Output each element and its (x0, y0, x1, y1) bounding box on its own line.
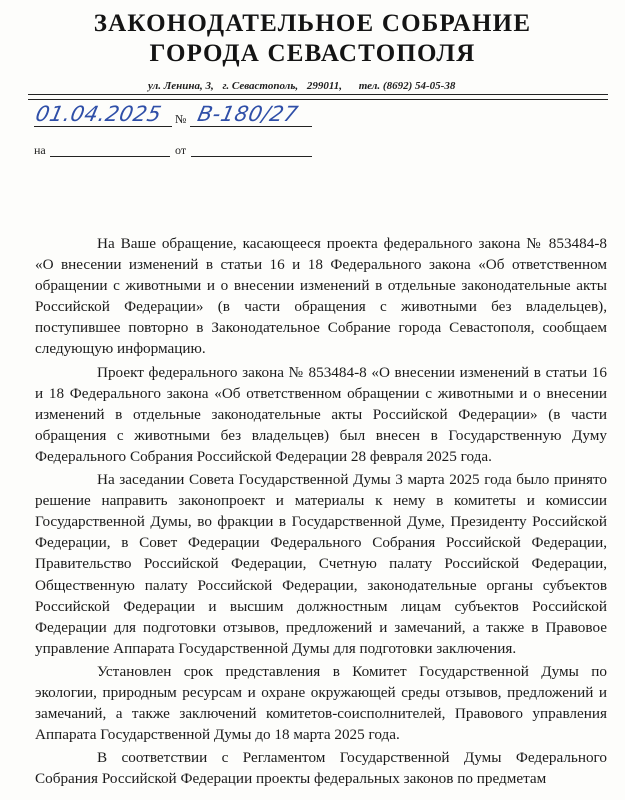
organization-title-line-2: ГОРОДА СЕВАСТОПОЛЯ (149, 40, 476, 67)
date-underline (34, 126, 172, 127)
address-city: г. Севастополь, (222, 80, 299, 92)
number-underline (190, 126, 312, 127)
paragraph: На Ваше обращение, касающееся проекта федерального закона № 853484-8 «О внесении изменений в статьи 16 и 18 Федерального закона «Об ответственном обращении с животными и о внесении изменений в отдельные законодательные акты Российской Федерации» (в части обращения с животными без владельцев), поступившее повторно в Законодательное Собрание города Севастополя, сообщаем следующую информацию. (35, 235, 607, 358)
paragraph: Проект федерального закона № 853484-8 «О внесении изменений в статьи 16 и 18 Федерального закона «Об ответственном обращении с животными и о внесении изменений в отдельные законодательные акты Российской Федерации» (в части обращения с животными без владельцев) был внесен в Государственную Думу Федерального Собрания Российской Федерации 28 февраля 2025 года. (35, 363, 607, 465)
handwritten-date: 01.04.2025 (33, 102, 164, 126)
reference-date-line (191, 156, 312, 157)
paragraph: В соответствии с Регламентом Государственной Думы Федерального Собрания Российской Федерации проекты федеральных законов по предметам (35, 749, 607, 788)
paragraph: На заседании Совета Государственной Думы 3 марта 2025 года было принято решение направить законопроект и материалы к нему в комитеты и комиссии Государственной Думы, во фракции в Государственной Думе, Президенту Российской Федерации, в Совет Федерации Федерального Собрания Российской Федерации, Правительство Российской Федерации, Счетную палату Российской Федерации, Общественную палату Российской Федерации, законодательные органы субъектов Российской Федерации и высшим должностным лицам субъектов Российской Федерации для подготовки отзывов, предложений и замечаний, а также в Правовое управление Аппарата Государственной Думы для подготовки заключения. (35, 471, 607, 657)
address-street: ул. Ленина, 3, (148, 80, 214, 92)
organization-title-line-1: ЗАКОНОДАТЕЛЬНОЕ СОБРАНИЕ (93, 10, 532, 37)
paragraph: Установлен срок представления в Комитет Государственной Думы по экологии, природным ресурсам и охране окружающей среды отзывов, предложений и замечаний, а также заключений комитетов-соисполнителей, Правового управления Аппарата Государственной Думы до 18 марта 2025 года. (35, 662, 607, 744)
reference-label: на (34, 143, 46, 157)
reference-number-line (50, 156, 170, 157)
address-line (148, 80, 610, 92)
address-phone: тел. (8692) 54-05-38 (358, 80, 456, 92)
header-divider (28, 94, 608, 100)
handwritten-number: В-180/27 (195, 102, 301, 126)
letter-body (35, 233, 607, 789)
number-label: № (175, 112, 187, 126)
reference-from-label: от (175, 143, 187, 157)
address-postcode: 299011, (306, 80, 343, 92)
